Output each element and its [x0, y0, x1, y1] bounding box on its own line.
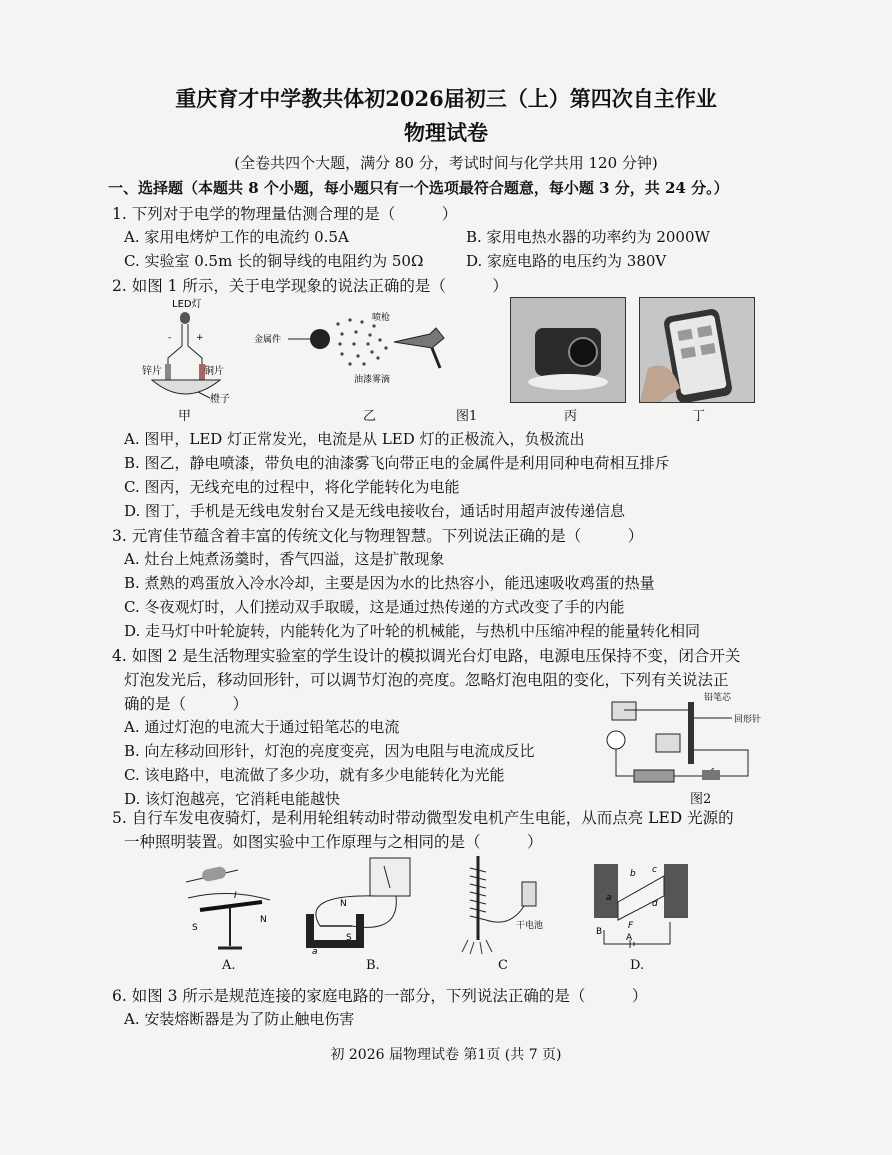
q1-option-a: A. 家用电烤炉工作的电流约 0.5A [124, 228, 349, 246]
q2-option-b: B. 图乙，静电喷漆，带负电的油漆雾飞向带正电的金属件是利用同种电荷相互排斥 [124, 454, 670, 472]
paint-mist-dots [336, 318, 387, 365]
svg-text:b: b [630, 869, 636, 879]
fig2-lead-label: 铅笔芯 [704, 693, 732, 703]
svg-text:F: F [628, 921, 634, 931]
svg-text:N: N [260, 915, 267, 925]
svg-text:S: S [346, 933, 352, 943]
q3-option-c: C. 冬夜观灯时，人们搓动双手取暖，这是通过热传递的方式改变了手的内能 [124, 598, 625, 616]
q2-option-d: D. 图丁，手机是无线电发射台又是无线电接收台，通话时用超声波传递信息 [124, 502, 626, 520]
q1-option-d: D. 家庭电路的电压约为 380V [466, 252, 667, 270]
q5-fig-b-induction [300, 854, 420, 954]
svg-text:a: a [606, 893, 612, 903]
svg-text:A: A [626, 933, 633, 943]
fig2-clip-label: 回形针 [734, 715, 762, 725]
exam-title: 重庆育才中学教共体初2026届初三（上）第四次自主作业 [175, 86, 717, 111]
light-bulb-icon [607, 731, 625, 749]
fig1-zinc-label: 锌片 [142, 366, 162, 377]
q3-stem: 3. 元宵佳节蕴含着丰富的传统文化与物理智慧。下列说法正确的是（ ） [112, 527, 644, 545]
q1-stem: 1. 下列对于电学的物理量估测合理的是（ ） [112, 205, 458, 223]
fig1-ding-mobile-phone-photo [639, 297, 755, 403]
fig1-yi-electrostatic-spray [254, 308, 452, 390]
q4-option-d: D. 该灯泡越亮，它消耗电能越快 [124, 790, 341, 808]
q5-fig-a-oersted [178, 858, 282, 958]
switch-icon [702, 770, 720, 780]
q3-option-a: A. 灶台上炖煮汤羹时，香气四溢，这是扩散现象 [124, 550, 445, 568]
q5-label-c: C [498, 958, 508, 973]
fig1-nozzle-label: 喷枪 [372, 313, 391, 323]
q4-stem-line3: 确的是（ ） [124, 695, 249, 713]
svg-text:S: S [192, 923, 198, 933]
fig1-label-bing: 丙 [564, 409, 578, 424]
horseshoe-magnet-icon [310, 914, 360, 944]
battery-pack-icon [634, 770, 674, 782]
dry-battery-icon [522, 882, 536, 906]
q5-stem-line2: 一种照明装置。如图实验中工作原理与之相同的是（ ） [124, 833, 543, 851]
fig1-label-jia: 甲 [178, 409, 192, 424]
voltmeter-icon [656, 734, 680, 752]
q5-label-a: A. [222, 958, 236, 973]
fig1-label-yi: 乙 [363, 409, 377, 424]
q5-fig-d-motor [590, 856, 690, 954]
fig1-label-ding: 丁 [692, 409, 706, 424]
exam-subtitle: 物理试卷 [404, 120, 488, 145]
q4-option-a: A. 通过灯泡的电流大于通过铅笔芯的电流 [124, 718, 400, 736]
exam-note: (全卷共四个大题，满分 80 分，考试时间与化学共用 120 分钟) [234, 154, 658, 172]
q2-option-c: C. 图丙，无线充电的过程中，将化学能转化为电能 [124, 478, 460, 496]
page-footer: 初 2026 届物理试卷 第1页 (共 7 页) [330, 1047, 562, 1063]
section-heading: 一、选择题（本题共 8 个小题，每小题只有一个选项最符合题意，每小题 3 分，共 24 分。） [108, 179, 729, 197]
magnet-right-icon [664, 864, 688, 918]
q4-option-c: C. 该电路中，电流做了多少功，就有多少电能转化为光能 [124, 766, 505, 784]
svg-text:a: a [312, 947, 318, 954]
fig2-caption: 图2 [690, 792, 712, 807]
ammeter-icon [612, 702, 636, 720]
q6-option-a: A. 安装熔断器是为了防止触电伤害 [124, 1010, 355, 1028]
pencil-lead-icon [688, 702, 694, 764]
q1-option-c: C. 实验室 0.5m 长的铜导线的电阻约为 50Ω [124, 252, 424, 270]
galvanometer-icon [370, 858, 410, 896]
fig1-caption: 图1 [456, 409, 478, 424]
q5-label-d: D. [630, 958, 645, 973]
q3-option-b: B. 煮熟的鸡蛋放入冷水冷却，主要是因为水的比热容小，能迅速吸收鸡蛋的热量 [124, 574, 655, 592]
led-bulb-icon [180, 312, 190, 324]
svg-text:-: - [168, 333, 172, 343]
q4-stem-line1: 4. 如图 2 是生活物理实验室的学生设计的模拟调光台灯电路，电源电压保持不变，闭合开关 [112, 647, 741, 665]
metal-part-icon [310, 329, 330, 349]
magnet-left-icon [594, 864, 618, 918]
fig2-dimmer-circuit [598, 690, 780, 798]
q5-stem-line1: 5. 自行车发电夜骑灯，是利用轮组转动时带动微型发电机产生电能，从而点亮 LED 光源的 [112, 809, 734, 827]
q2-option-a: A. 图甲，LED 灯正常发光，电流是从 LED 灯的正极流入，负极流出 [124, 430, 585, 448]
svg-text:+: + [196, 333, 204, 343]
q4-option-b: B. 向左移动回形针，灯泡的亮度变亮，因为电阻与电流成反比 [124, 742, 535, 760]
fig1-jia-orange-battery [138, 296, 248, 404]
fig1-mist-label: 油漆雾滴 [354, 375, 391, 385]
svg-text:B: B [596, 927, 603, 937]
q1-option-b: B. 家用电热水器的功率约为 2000W [466, 228, 710, 246]
svg-text:c: c [652, 865, 657, 875]
svg-text:I: I [234, 891, 237, 901]
q2-stem: 2. 如图 1 所示，关于电学现象的说法正确的是（ ） [112, 277, 508, 295]
q5-fig-c-electromagnet [460, 852, 560, 956]
q3-option-d: D. 走马灯中叶轮旋转，内能转化为了叶轮的机械能，与热机中压缩冲程的能量转化相同 [124, 622, 701, 640]
q5-label-b: B. [366, 958, 380, 973]
fig1-bing-wireless-charging-photo [510, 297, 626, 403]
q6-stem: 6. 如图 3 所示是规范连接的家庭电路的一部分，下列说法正确的是（ ） [112, 987, 648, 1005]
fig1-metal-label: 金属件 [254, 335, 282, 345]
svg-text:d: d [652, 899, 658, 909]
iron-filings-icon [462, 940, 492, 954]
q5-battery-label: 干电池 [516, 921, 544, 931]
fig1-led-label: LED灯 [172, 299, 202, 310]
fig1-orange-label: 橙子 [210, 394, 230, 404]
svg-text:N: N [340, 899, 347, 909]
spray-gun-icon [394, 328, 444, 348]
fig1-copper-label: 铜片 [204, 366, 224, 377]
wire-conductor-icon [201, 866, 227, 883]
q4-stem-line2: 灯泡发光后，移动回形针，可以调节灯泡的亮度。忽略灯泡电阻的变化，下列有关说法正 [124, 671, 729, 689]
